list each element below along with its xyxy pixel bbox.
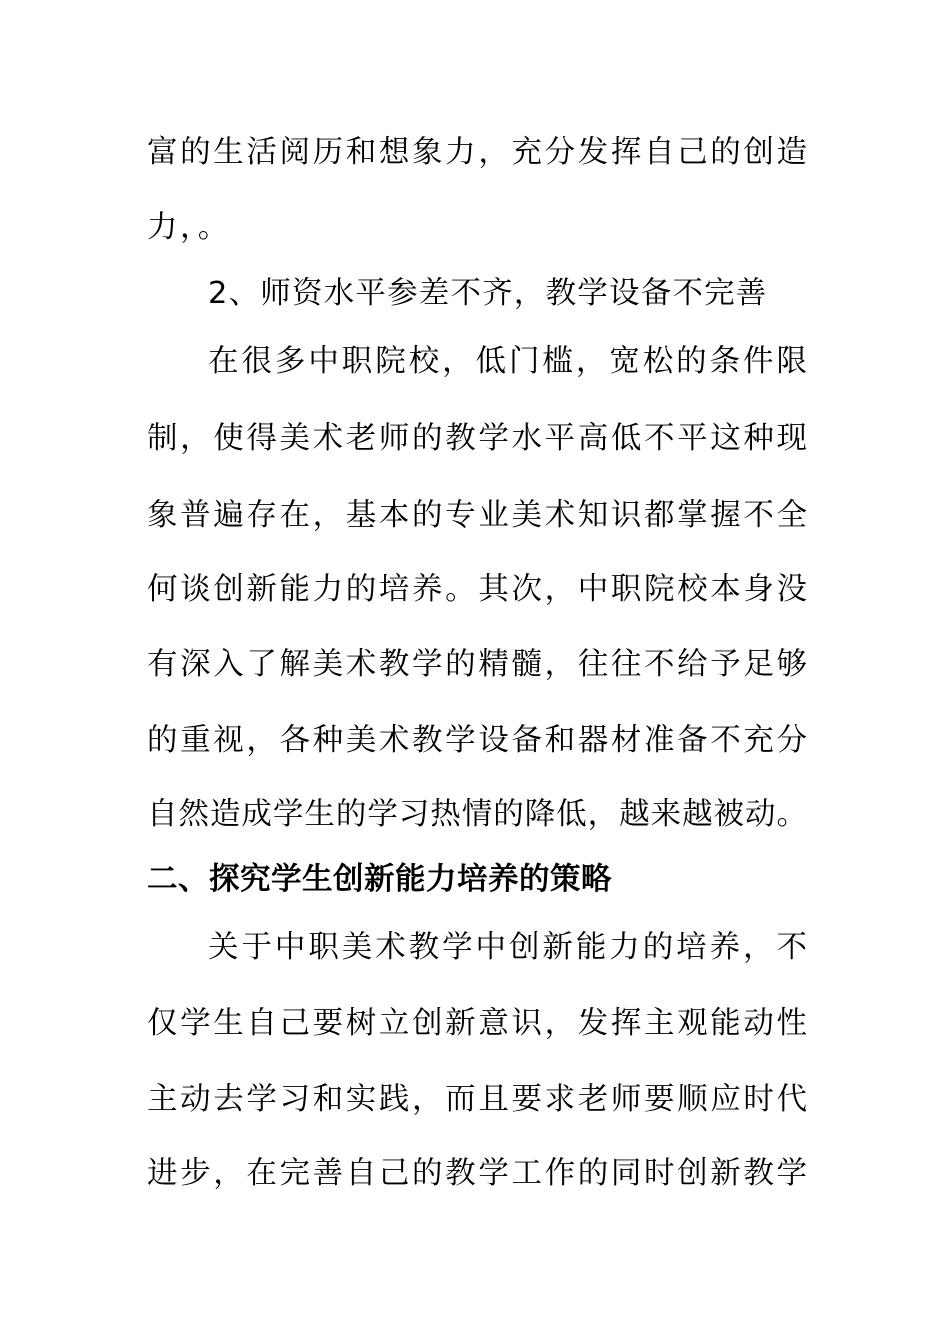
text-line: 仅学生自己要树立创新意识，发挥主观能动性 [147, 1006, 807, 1041]
text-line: 关于中职美术教学中创新能力的培养，不 [208, 930, 807, 965]
text-line: 进步，在完善自己的教学工作的同时创新教学 [147, 1156, 807, 1191]
text-line: 有深入了解美术教学的精髓，往往不给予足够 [147, 647, 807, 682]
text-line: 象普遍存在，基本的专业美术知识都掌握不全 [147, 498, 807, 533]
subheading: 2、师资水平参差不齐，教学设备不完善 [208, 276, 768, 311]
text-line: 的重视，各种美术教学设备和器材准备不充分 [147, 723, 807, 758]
text-line: 何谈创新能力的培养。其次，中职院校本身没 [147, 572, 807, 607]
text-line: 力，。 [147, 210, 231, 245]
text-line: 自然造成学生的学习热情的降低，越来越被动。 [147, 797, 807, 832]
section-heading: 二、探究学生创新能力培养的策略 [147, 862, 612, 897]
text-line: 在很多中职院校，低门槛，宽松的条件限 [208, 344, 807, 379]
text-line: 制，使得美术老师的教学水平高低不平这种现 [147, 421, 807, 456]
text-line: 主动去学习和实践，而且要求老师要顺应时代 [147, 1082, 807, 1117]
text-line: 富的生活阅历和想象力，充分发挥自己的创造 [147, 135, 807, 170]
